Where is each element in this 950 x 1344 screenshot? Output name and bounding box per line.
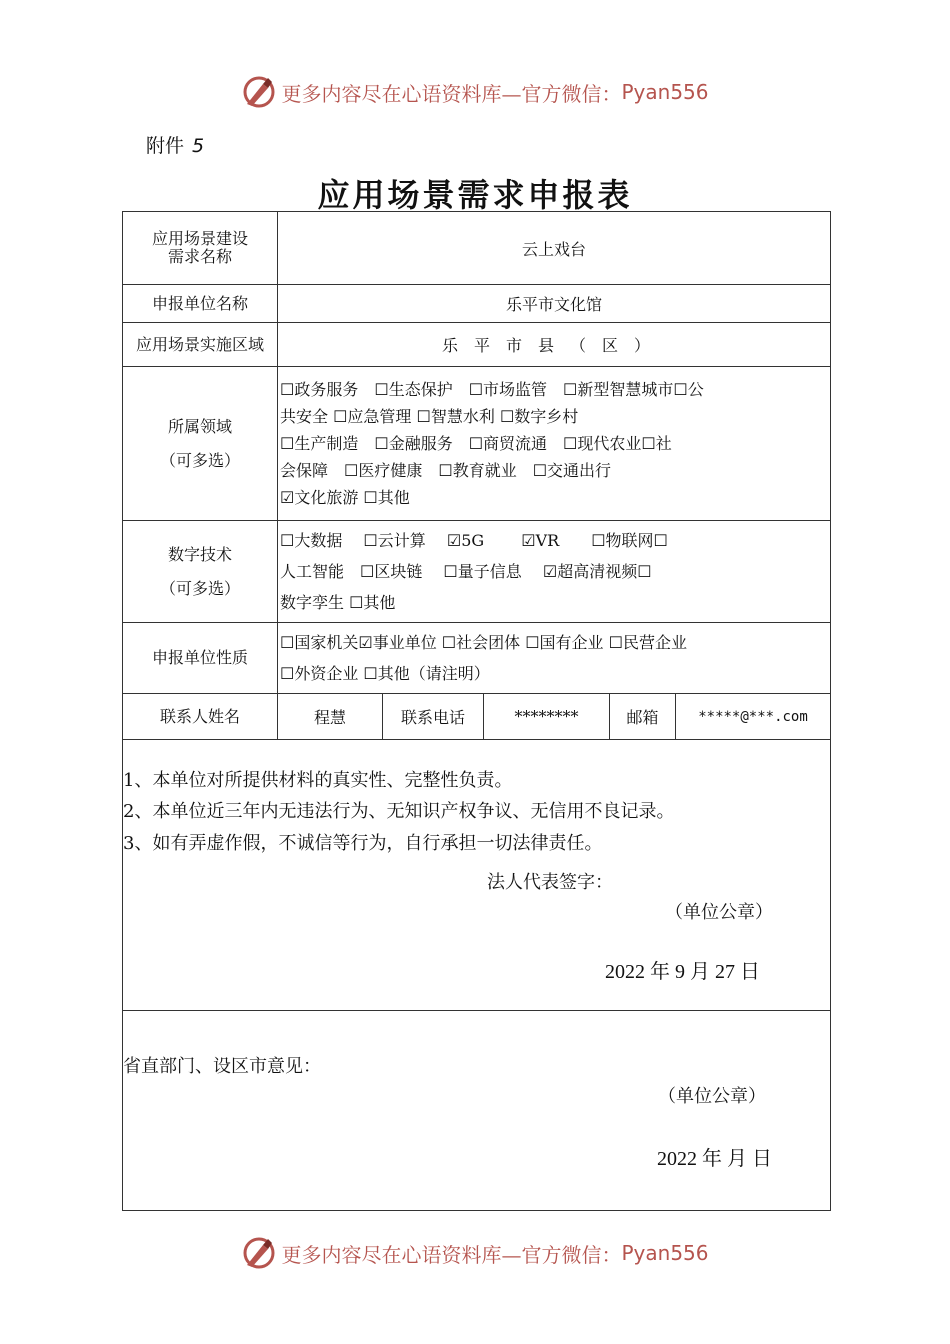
page-title: 应用场景需求申报表 bbox=[317, 176, 633, 214]
pen-logo-icon bbox=[241, 74, 277, 110]
contact-name-value[interactable]: 程慧 bbox=[278, 694, 383, 740]
tech-label: 数字技术 bbox=[167, 544, 232, 564]
scene-name-label-line2: 需求名称 bbox=[167, 247, 232, 266]
contact-email-value[interactable]: *****@***.com bbox=[676, 694, 831, 740]
domain-line-1[interactable]: ☐政务服务 ☐生态保护 ☐市场监管 ☐新型智慧城市☐公 bbox=[280, 380, 704, 399]
tech-line-1[interactable]: ☐大数据 ☐云计算 ☑5G ☑VR ☐物联网☐ bbox=[280, 531, 668, 550]
pen-logo-icon bbox=[241, 1235, 277, 1271]
domain-line-2[interactable]: 共安全 ☐应急管理 ☐智慧水利 ☐数字乡村 bbox=[280, 407, 579, 426]
area-label: 应用场景实施区域 bbox=[123, 323, 278, 367]
row-tech bbox=[123, 521, 831, 623]
domain-line-4[interactable]: 会保障 ☐医疗健康 ☐教育就业 ☐交通出行 bbox=[280, 461, 612, 480]
contact-name-label: 联系人姓名 bbox=[123, 694, 278, 740]
row-unit-name bbox=[123, 285, 831, 323]
domain-options[interactable] bbox=[278, 367, 831, 521]
banner-wechat-id: Pyan556 bbox=[621, 1241, 709, 1265]
tech-line-3[interactable]: 数字孪生 ☐其他 bbox=[280, 593, 396, 612]
domain-label-cell bbox=[123, 367, 278, 521]
row-contact bbox=[123, 694, 831, 740]
unit-name-value: 乐平市文化馆 bbox=[278, 285, 831, 323]
opinion-date: 2022 年 月 日 bbox=[657, 1148, 772, 1170]
row-scene-name bbox=[123, 212, 831, 285]
scene-name-label bbox=[123, 212, 278, 285]
nature-label: 申报单位性质 bbox=[123, 623, 278, 694]
declaration-item-3: 3、如有弄虚作假，不诚信等行为，自行承担一切法律责任。 bbox=[123, 833, 603, 854]
row-domain bbox=[123, 367, 831, 521]
banner-text: 更多内容尽在心语资料库—官方微信： bbox=[281, 81, 622, 106]
domain-label: 所属领域 bbox=[167, 416, 232, 436]
declaration-seal: （单位公章） bbox=[665, 902, 773, 923]
nature-line-2[interactable]: ☐外资企业 ☐其他（请注明） bbox=[280, 664, 490, 683]
banner-text: 更多内容尽在心语资料库—官方微信： bbox=[281, 1242, 622, 1267]
tech-options[interactable] bbox=[278, 521, 831, 623]
scene-name-value: 云上戏台 bbox=[278, 212, 831, 285]
contact-phone-value[interactable]: ******** bbox=[484, 694, 610, 740]
attachment-label bbox=[146, 131, 204, 158]
attachment-text: 附件 bbox=[146, 135, 185, 157]
declaration-cell bbox=[123, 740, 831, 1011]
domain-line-5[interactable]: ☑文化旅游 ☐其他 bbox=[280, 488, 410, 507]
attachment-number: 5 bbox=[192, 135, 205, 157]
row-area bbox=[123, 323, 831, 367]
opinion-seal: （单位公章） bbox=[658, 1086, 766, 1107]
row-opinion bbox=[123, 1011, 831, 1211]
declaration-item-2: 2、本单位近三年内无违法行为、无知识产权争议、无信用不良记录。 bbox=[123, 801, 675, 822]
nature-options[interactable] bbox=[278, 623, 831, 694]
area-value: 乐平市县（区） bbox=[278, 323, 831, 367]
contact-phone-label: 联系电话 bbox=[383, 694, 484, 740]
tech-label-cell bbox=[123, 521, 278, 623]
tech-multi-select-hint: （可多选） bbox=[159, 578, 240, 598]
bottom-watermark-banner bbox=[0, 1233, 950, 1273]
opinion-label: 省直部门、设区市意见： bbox=[123, 1056, 321, 1077]
top-watermark-banner bbox=[0, 72, 950, 112]
domain-line-3[interactable]: ☐生产制造 ☐金融服务 ☐商贸流通 ☐现代农业☐社 bbox=[280, 434, 672, 453]
contact-email-label: 邮箱 bbox=[610, 694, 676, 740]
unit-name-label: 申报单位名称 bbox=[123, 285, 278, 323]
banner-wechat-id: Pyan556 bbox=[621, 80, 709, 104]
opinion-cell bbox=[123, 1011, 831, 1211]
nature-line-1[interactable]: ☐国家机关☑事业单位 ☐社会团体 ☐国有企业 ☐民营企业 bbox=[280, 633, 687, 652]
application-form-table bbox=[122, 211, 831, 1211]
tech-line-2[interactable]: 人工智能 ☐区块链 ☐量子信息 ☑超高清视频☐ bbox=[280, 562, 652, 581]
row-declaration bbox=[123, 740, 831, 1011]
declaration-date: 2022 年 9 月 27 日 bbox=[605, 961, 760, 983]
signature-label[interactable]: 法人代表签字： bbox=[487, 872, 613, 893]
scene-name-label-line1: 应用场景建设 bbox=[151, 229, 248, 248]
row-nature bbox=[123, 623, 831, 694]
domain-multi-select-hint: （可多选） bbox=[159, 450, 240, 470]
declaration-item-1: 1、本单位对所提供材料的真实性、完整性负责。 bbox=[123, 770, 513, 791]
